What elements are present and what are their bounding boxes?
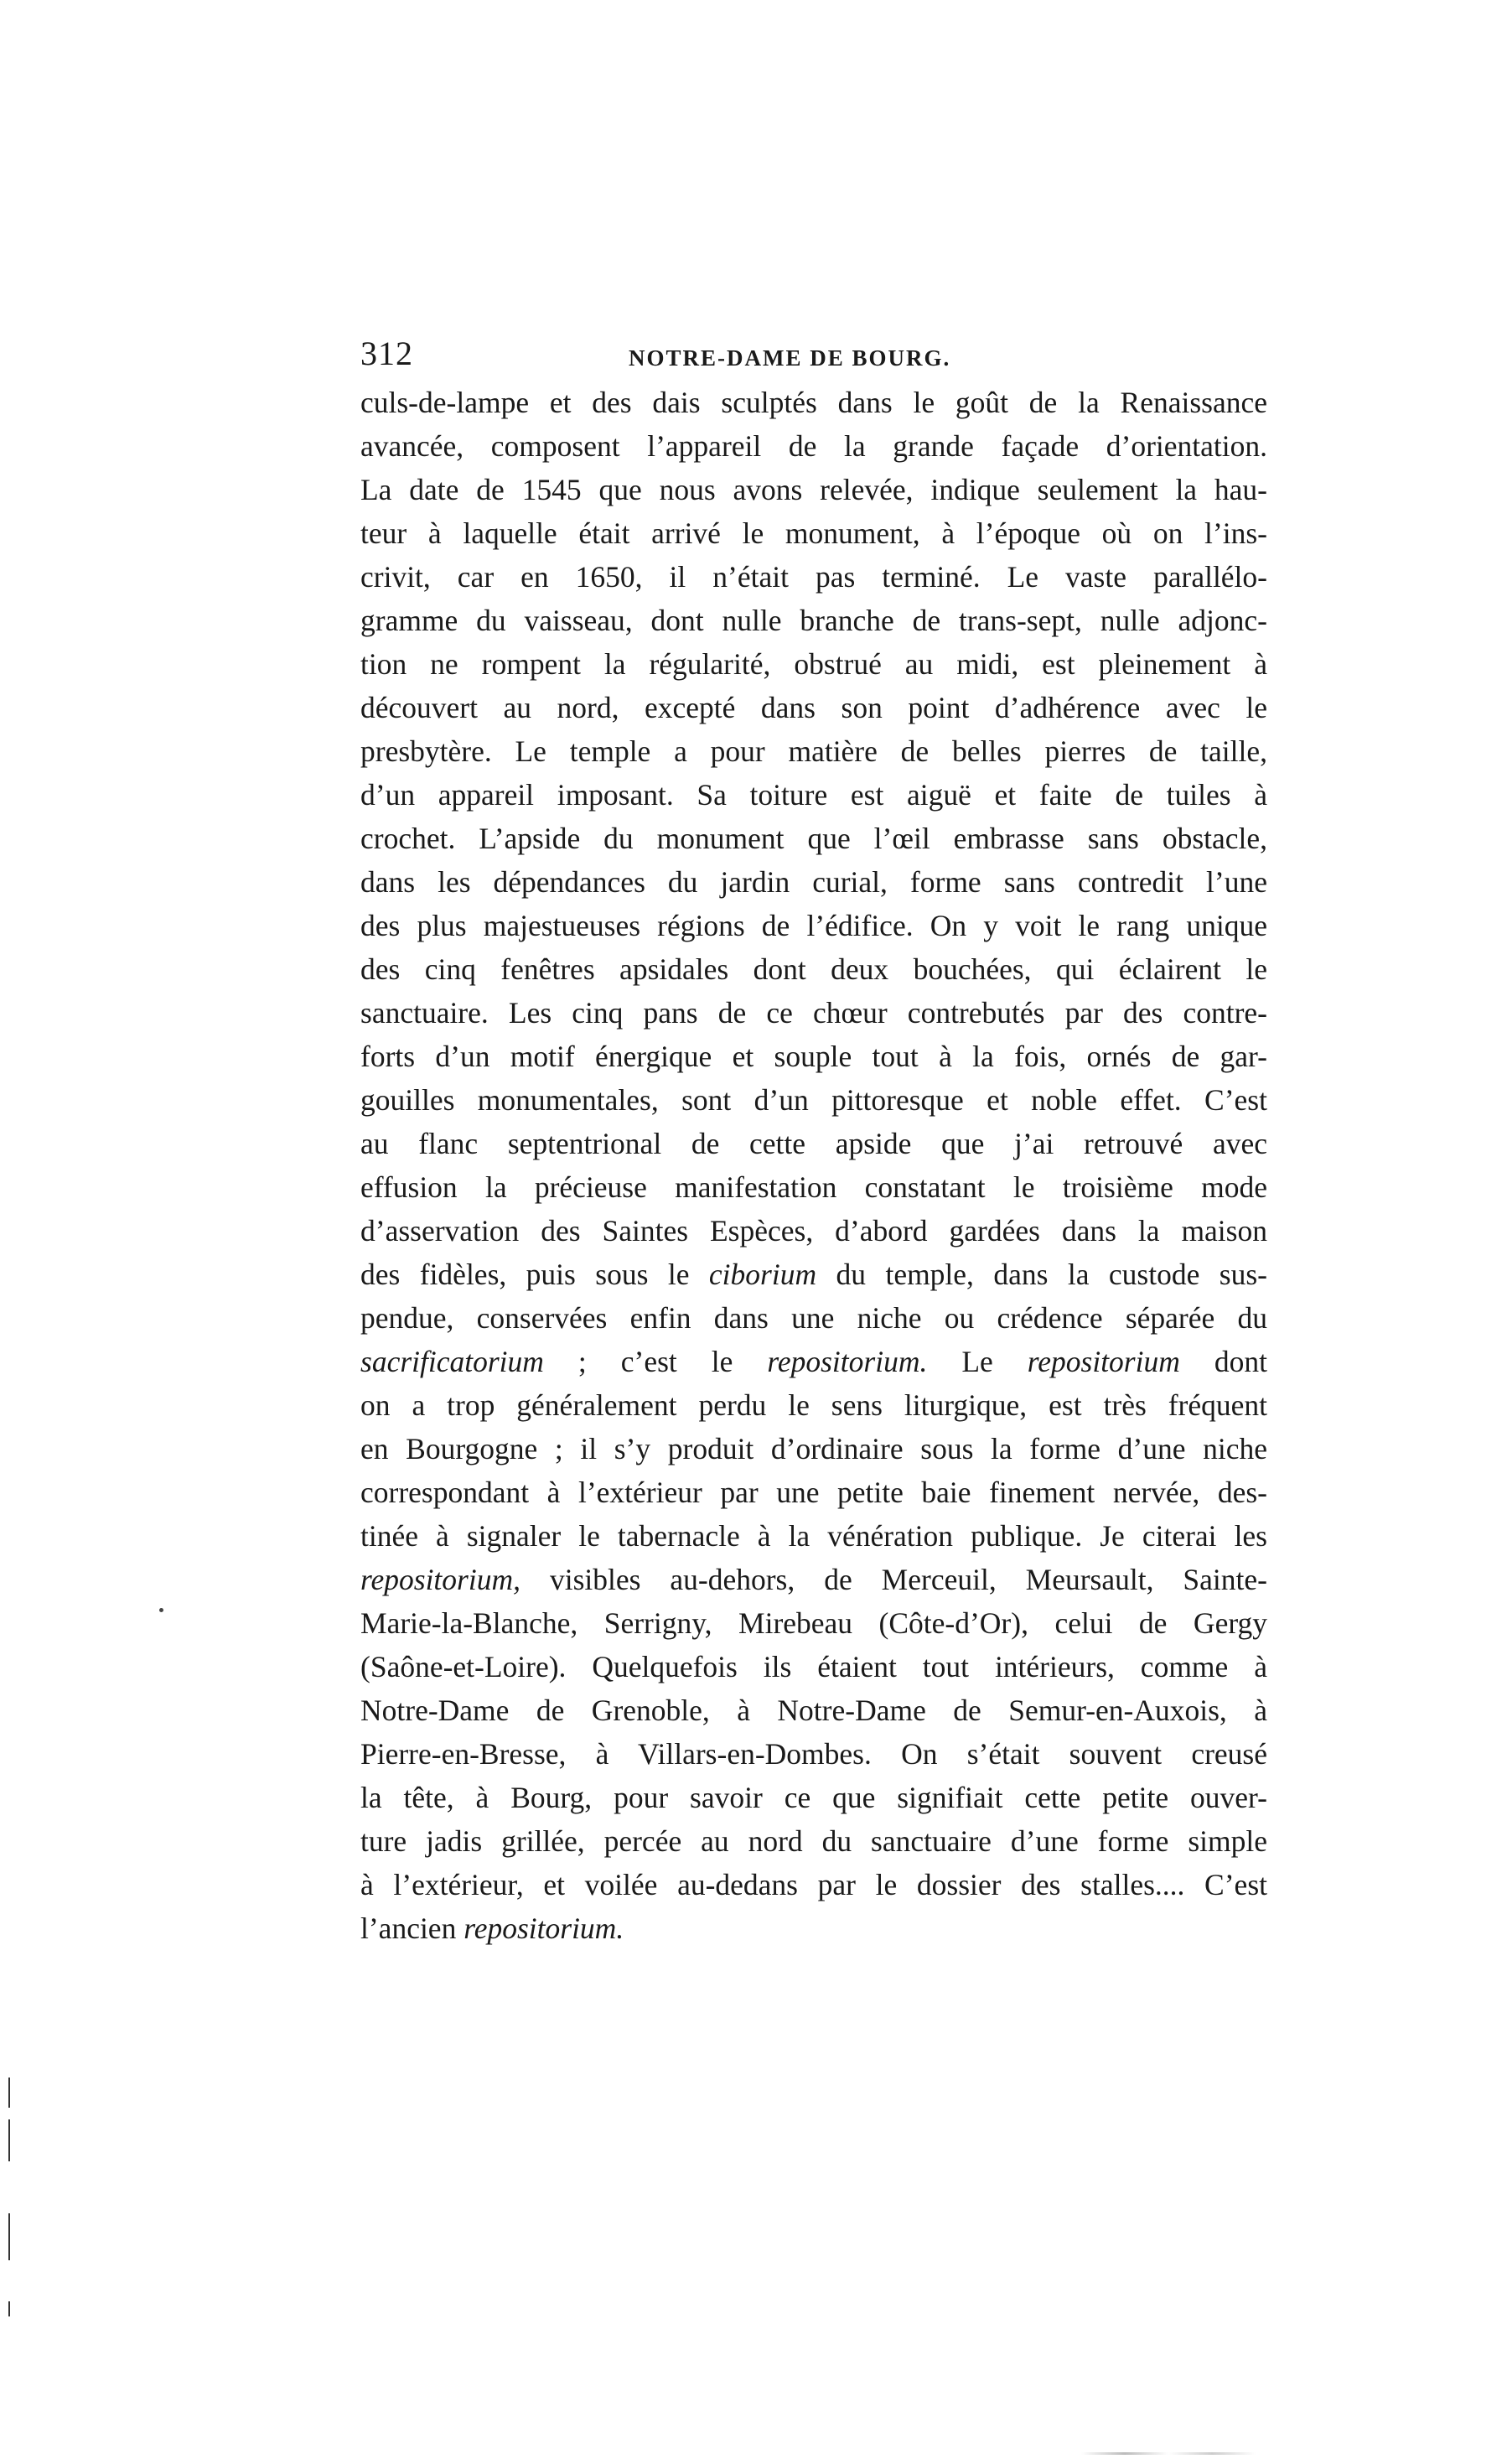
text-segment: crochet. L’apside du monument que l’œil embrasse sans obstacle, <box>360 822 1267 855</box>
text-segment: la tête, à Bourg, pour savoir ce que signifiait cette petite ouver- <box>360 1781 1267 1814</box>
text-segment: en Bourgogne ; il s’y produit d’ordinaire sous la forme d’une niche <box>360 1432 1267 1465</box>
text-line <box>360 1688 1267 1732</box>
text-line <box>360 1863 1267 1906</box>
text-segment: d’asservation des Saintes Espèces, d’abord gardées dans la maison <box>360 1214 1267 1248</box>
text-line <box>360 1078 1267 1122</box>
italic-term: repositorium <box>1027 1345 1180 1378</box>
text-line <box>360 729 1267 773</box>
text-segment: ture jadis grillée, percée au nord du sanctuaire d’une forme simple <box>360 1824 1267 1858</box>
text-line <box>360 424 1267 468</box>
text-segment: au flanc septentrional de cette apside que j’ai retrouvé avec <box>360 1127 1267 1160</box>
text-line <box>360 468 1267 511</box>
text-line <box>360 817 1267 860</box>
text-line <box>360 1732 1267 1776</box>
text-segment: Pierre-en-Bresse, à Villars-en-Dombes. On s’était souvent creusé <box>360 1737 1267 1771</box>
text-line <box>360 555 1267 599</box>
text-segment: dont <box>1179 1345 1267 1378</box>
text-line <box>360 1776 1267 1819</box>
text-segment: correspondant à l’extérieur par une petite baie finement nervée, des- <box>360 1476 1267 1509</box>
text-segment: Notre-Dame de Grenoble, à Notre-Dame de Semur-en-Auxois, à <box>360 1694 1267 1727</box>
text-segment: Marie-la-Blanche, Serrigny, Mirebeau (Côte-d’Or), celui de Gergy <box>360 1606 1267 1640</box>
text-segment: visibles au-dehors, de Merceuil, Meursault, Sainte- <box>520 1563 1267 1596</box>
text-line <box>360 947 1267 991</box>
text-line <box>360 1383 1267 1427</box>
text-segment: des fidèles, puis sous le <box>360 1258 709 1291</box>
scan-edge-mark <box>8 2301 10 2316</box>
text-segment: effusion la précieuse manifestation constatant le troisième mode <box>360 1170 1267 1204</box>
text-line <box>360 860 1267 904</box>
text-line <box>360 1514 1267 1558</box>
text-line <box>360 1253 1267 1296</box>
text-segment: des cinq fenêtres apsidales dont deux bouchées, qui éclairent le <box>360 952 1267 986</box>
italic-term: repositorium. <box>463 1912 624 1945</box>
text-segment: l’ancien <box>360 1912 464 1945</box>
text-line <box>360 1035 1267 1078</box>
text-segment: gouilles monumentales, sont d’un pittoresque et noble effet. C’est <box>360 1083 1267 1117</box>
running-title: NOTRE-DAME DE BOURG. <box>629 345 951 371</box>
text-line <box>360 1819 1267 1863</box>
text-line <box>360 1427 1267 1471</box>
text-segment: crivit, car en 1650, il n’était pas terminé. Le vaste parallélo- <box>360 560 1267 594</box>
text-segment: à l’extérieur, et voilée au-dedans par le dossier des stalles.... C’est <box>360 1868 1267 1901</box>
text-segment: tion ne rompent la régularité, obstrué au midi, est pleinement à <box>360 647 1267 681</box>
italic-term: repositorium, <box>360 1563 520 1596</box>
text-line <box>360 1601 1267 1645</box>
text-segment: culs-de-lampe et des dais sculptés dans le goût de la Renaissance <box>360 386 1267 419</box>
text-segment: pendue, conservées enfin dans une niche ou crédence séparée du <box>360 1301 1267 1335</box>
text-line <box>360 1165 1267 1209</box>
text-segment: avancée, composent l’appareil de la grande façade d’orientation. <box>360 429 1267 463</box>
text-segment: La date de 1545 que nous avons relevée, indique seulement la hau- <box>360 473 1267 506</box>
text-line <box>360 642 1267 686</box>
text-segment: du temple, dans la custode sus- <box>816 1258 1267 1291</box>
text-line <box>360 1209 1267 1253</box>
text-segment: (Saône-et-Loire). Quelquefois ils étaient tout intérieurs, comme à <box>360 1650 1267 1683</box>
text-segment: découvert au nord, excepté dans son point d’adhérence avec le <box>360 691 1267 724</box>
text-line <box>360 1340 1267 1383</box>
body-text <box>360 381 1267 1950</box>
text-line <box>360 1471 1267 1514</box>
text-segment: tinée à signaler le tabernacle à la vénération publique. Je citerai les <box>360 1519 1267 1553</box>
italic-term: repositorium. <box>767 1345 928 1378</box>
text-line <box>360 599 1267 642</box>
text-segment: dans les dépendances du jardin curial, forme sans contredit l’une <box>360 865 1267 899</box>
text-line <box>360 381 1267 424</box>
scan-edge-mark <box>8 2078 10 2108</box>
margin-speck <box>159 1608 163 1612</box>
page-number: 312 <box>360 335 413 372</box>
page-header <box>360 334 1266 384</box>
text-segment: gramme du vaisseau, dont nulle branche de trans-sept, nulle adjonc- <box>360 604 1267 637</box>
text-segment: teur à laquelle était arrivé le monument, à l’époque où on l’ins- <box>360 516 1267 550</box>
text-line <box>360 686 1267 729</box>
text-segment: des plus majestueuses régions de l’édifice. On y voit le rang unique <box>360 909 1267 942</box>
text-segment: forts d’un motif énergique et souple tout à la fois, ornés de gar- <box>360 1040 1267 1073</box>
text-line <box>360 1122 1267 1165</box>
scan-smudge <box>1081 2452 1299 2455</box>
scan-edge-mark <box>8 2213 10 2260</box>
text-line <box>360 991 1267 1035</box>
text-segment: presbytère. Le temple a pour matière de belles pierres de taille, <box>360 734 1267 768</box>
text-line <box>360 511 1267 555</box>
text-line <box>360 773 1267 817</box>
text-segment: on a trop généralement perdu le sens liturgique, est très fréquent <box>360 1388 1267 1422</box>
text-segment: Le <box>927 1345 1028 1378</box>
text-line <box>360 1645 1267 1688</box>
text-segment: sanctuaire. Les cinq pans de ce chœur contrebutés par des contre- <box>360 996 1267 1030</box>
text-line <box>360 904 1267 947</box>
text-line <box>360 1296 1267 1340</box>
text-segment: ; c’est le <box>543 1345 768 1378</box>
text-segment: d’un appareil imposant. Sa toiture est aiguë et faite de tuiles à <box>360 778 1267 812</box>
scan-edge-mark <box>8 2119 10 2161</box>
text-line <box>360 1906 1267 1950</box>
italic-term: sacrificatorium <box>360 1345 544 1378</box>
text-line <box>360 1558 1267 1601</box>
italic-term: ciborium <box>708 1258 817 1291</box>
